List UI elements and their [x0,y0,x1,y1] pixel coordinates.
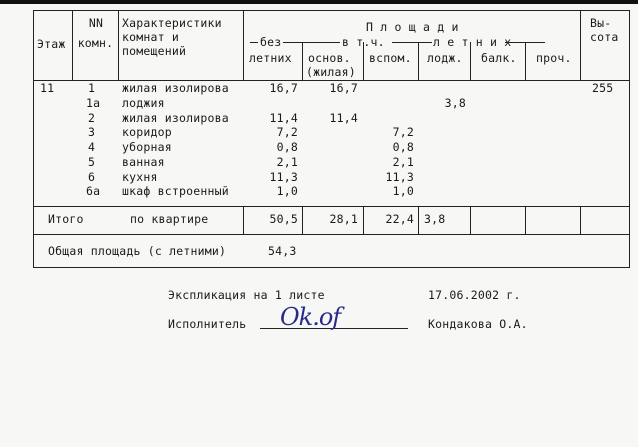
row-height: 255 [592,81,614,95]
header-other: проч. [536,51,572,65]
document-date: 17.06.2002 г. [428,288,521,302]
row-excl: 2,1 [276,155,298,169]
header-loggia: лодж. [427,51,463,65]
explication-note: Экспликация на 1 листе [168,288,325,302]
header-height: Вы- [590,16,612,30]
header-summer: л е т н и х [433,35,512,49]
row-name: жилая изолирова [122,111,229,125]
col-sep-name [243,10,244,80]
header-excl-summer-2: летних [249,51,292,65]
table-bottom-border [33,267,630,268]
col-sep-excl [302,42,303,80]
header-room-no: NN [88,16,104,30]
totals-excl: 50,5 [269,212,298,226]
row-name: коридор [122,125,172,139]
header-areas-title: П л о щ а д и [366,20,459,34]
row-name: шкаф встроенный [122,184,229,198]
row-main: 11,4 [329,111,358,125]
totals-label: Итого [48,212,84,226]
row-excl: 1,0 [276,184,298,198]
header-floor: Этаж [37,37,66,51]
row-room: 3 [88,125,96,139]
col-sep-room [118,10,119,80]
row-excl: 7,2 [276,125,298,139]
signature: Ok.of [280,303,341,331]
row-room: 2 [88,111,96,125]
row-room: 1a [86,96,101,110]
row-excl: 0,8 [276,140,298,154]
totals-sep-other [580,206,581,234]
totals-label-apartment: по квартире [130,212,209,226]
totals-sep-excl [302,206,303,234]
executor-name: Кондакова О.А. [428,317,528,331]
col-sep-other [580,10,581,80]
row-excl: 11,4 [269,111,298,125]
totals-sep-loggia [470,206,471,234]
row-main: 16,7 [329,81,358,95]
table-right-border [629,10,630,267]
row-room: 4 [88,140,96,154]
total-area-value: 54,3 [268,244,297,258]
header-aux: вспом. [369,51,412,65]
header-incl: в т.ч. [342,35,385,49]
totals-bottom-border [33,234,630,235]
col-sep-aux [418,42,419,80]
header-room-no-sub: комн. [77,36,114,50]
header-height-2: сота [590,30,619,44]
header-balcony: балк. [481,51,517,65]
totals-top-border [33,206,630,207]
row-room: 6a [86,184,101,198]
row-room: 6 [88,170,96,184]
row-aux: 11,3 [385,170,414,184]
row-excl: 16,7 [269,81,298,95]
header-main: основ. [308,51,351,65]
totals-sep-aux [418,206,419,234]
totals-main: 28,1 [329,212,358,226]
totals-sep-main [363,206,364,234]
row-aux: 7,2 [392,125,414,139]
row-aux: 2,1 [392,155,414,169]
row-name: жилая изолирова [122,81,229,95]
header-characteristics-3: помещений [122,44,187,58]
header-characteristics: Характеристики [122,16,222,30]
row-room: 1 [88,81,96,95]
row-aux: 1,0 [392,184,414,198]
row-excl: 11,3 [269,170,298,184]
row-floor: 11 [40,81,55,95]
totals-sep-name [243,206,244,234]
table-top-border [33,10,630,11]
row-loggia: 3,8 [444,96,466,110]
incl-dash-right [392,42,432,43]
table-left-border [33,10,34,267]
row-name: уборная [122,140,172,154]
header-characteristics-2: комнат и [122,30,179,44]
totals-aux: 22,4 [385,212,414,226]
row-aux: 0,8 [392,140,414,154]
row-name: лоджия [122,96,165,110]
header-excl-summer: без [260,35,282,49]
row-name: кухня [122,170,158,184]
col-sep-balcony [525,42,526,80]
executor-label: Исполнитель [168,317,247,331]
total-area-label: Общая площадь (с летними) [48,244,227,258]
totals-sep-balcony [525,206,526,234]
row-room: 5 [88,155,96,169]
totals-loggia: 3,8 [424,212,446,226]
header-main-2: (жилая) [306,65,356,79]
row-name: ванная [122,155,165,169]
